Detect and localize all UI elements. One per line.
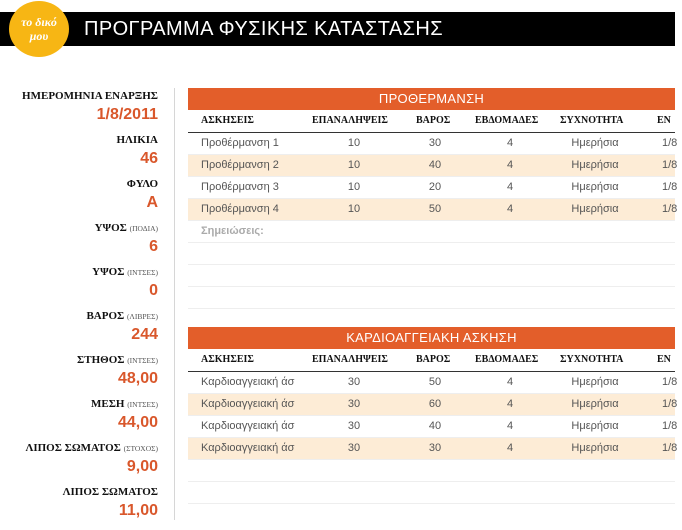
weight-stat (0, 310, 158, 345)
weight-cell[interactable]: 30 (428, 137, 442, 149)
profile-panel (0, 90, 158, 530)
height-feet-value[interactable]: 6 (149, 238, 158, 255)
chest-value[interactable]: 48,00 (117, 370, 158, 387)
divider-line (174, 88, 175, 520)
weeks-cell[interactable]: 4 (506, 181, 514, 193)
gender-label: ΦΥΛΟ (126, 178, 158, 190)
waist-label (0, 398, 158, 411)
bodyfat-value[interactable]: 11,00 (118, 502, 158, 519)
start-date-label: ΗΜΕΡΟΜΗΝΙΑ ΕΝΑΡΞΗΣ (22, 90, 158, 102)
height-feet-stat (0, 222, 158, 257)
table-row[interactable] (188, 416, 678, 438)
start-cell[interactable]: 1/8 (662, 137, 678, 149)
start-cell[interactable]: 1/8 (662, 420, 678, 432)
weight-unit: (ΛΙΒΡΕΣ) (126, 312, 158, 321)
col-weeks: ΕΒΔΟΜΑΔΕΣ (475, 115, 539, 126)
table-row[interactable] (188, 372, 678, 394)
reps-cell[interactable]: 30 (347, 442, 361, 454)
warmup-rows (188, 133, 678, 221)
gender-value[interactable]: Α (146, 194, 158, 211)
weight-cell[interactable]: 50 (428, 376, 442, 388)
weight-cell[interactable]: 30 (428, 442, 442, 454)
bodyfat-stat (0, 486, 158, 521)
weeks-cell[interactable]: 4 (506, 376, 514, 388)
start-cell[interactable]: 1/8 (662, 376, 678, 388)
start-cell[interactable]: 1/8 (662, 442, 678, 454)
cardio-title: ΚΑΡΔΙΟΑΓΓΕΙΑΚΗ ΑΣΚΗΣΗ (188, 327, 675, 349)
col-weeks: ΕΒΔΟΜΑΔΕΣ (475, 354, 539, 365)
exercise-cell[interactable]: Καρδιοαγγειακή άσ (201, 398, 295, 410)
col-frequency: ΣΥΧΝΟΤΗΤΑ (560, 354, 624, 365)
notes-line[interactable] (188, 482, 675, 504)
frequency-cell[interactable]: Ημερήσια (571, 420, 619, 432)
warmup-title: ΠΡΟΘΕΡΜΑΝΣΗ (188, 88, 675, 110)
bodyfat-label: ΛΙΠΟΣ ΣΩΜΑΤΟΣ (62, 486, 158, 498)
col-frequency: ΣΥΧΝΟΤΗΤΑ (560, 115, 624, 126)
col-exercises: ΑΣΚΗΣΕΙΣ (201, 354, 254, 365)
exercise-cell[interactable]: Καρδιοαγγειακή άσ (201, 420, 295, 432)
age-value[interactable]: 46 (140, 150, 158, 167)
frequency-cell[interactable]: Ημερήσια (571, 398, 619, 410)
chest-stat (0, 354, 158, 389)
bodyfat-goal-label (0, 442, 158, 455)
height-inches-label-text: ΥΨΟΣ (92, 266, 125, 278)
frequency-cell[interactable]: Ημερήσια (571, 203, 619, 215)
weeks-cell[interactable]: 4 (506, 159, 514, 171)
col-weight: ΒΑΡΟΣ (416, 115, 451, 126)
weight-cell[interactable]: 40 (428, 159, 442, 171)
notes-line[interactable] (188, 265, 675, 287)
notes-line[interactable] (188, 460, 675, 482)
exercise-cell[interactable]: Προθέρμανση 4 (201, 203, 279, 215)
height-feet-label (0, 222, 158, 235)
cardio-table-header (188, 349, 675, 372)
reps-cell[interactable]: 30 (347, 420, 361, 432)
col-reps: ΕΠΑΝΑΛΗΨΕΙΣ (312, 115, 388, 126)
bodyfat-goal-unit: (ΣΤΟΧΟΣ) (123, 444, 158, 453)
weight-label (0, 310, 158, 323)
weight-cell[interactable]: 20 (428, 181, 442, 193)
age-label: ΗΛΙΚΙΑ (116, 134, 158, 146)
bodyfat-goal-stat (0, 442, 158, 477)
frequency-cell[interactable]: Ημερήσια (571, 181, 619, 193)
frequency-cell[interactable]: Ημερήσια (571, 159, 619, 171)
exercise-cell[interactable]: Καρδιοαγγειακή άσ (201, 376, 295, 388)
chest-label-text: ΣΤΗΘΟΣ (77, 354, 125, 366)
logo-text: το δικό μου (21, 15, 57, 43)
reps-cell[interactable]: 10 (347, 159, 361, 171)
start-cell[interactable]: 1/8 (662, 398, 678, 410)
warmup-table-header (188, 110, 675, 133)
notes-line[interactable] (188, 287, 675, 309)
age-stat (0, 134, 158, 169)
exercise-cell[interactable]: Προθέρμανση 2 (201, 159, 279, 171)
weeks-cell[interactable]: 4 (506, 398, 514, 410)
chest-label (0, 354, 158, 367)
start-cell[interactable]: 1/8 (662, 203, 678, 215)
height-inches-stat (0, 266, 158, 301)
height-feet-unit: (ΠΟΔΙΑ) (129, 224, 158, 233)
height-feet-label-text: ΥΨΟΣ (94, 222, 127, 234)
reps-cell[interactable]: 30 (347, 376, 361, 388)
col-reps: ΕΠΑΝΑΛΗΨΕΙΣ (312, 354, 388, 365)
cardio-rows (188, 372, 678, 460)
warmup-section (188, 88, 678, 309)
waist-stat (0, 398, 158, 433)
table-row[interactable] (188, 155, 678, 177)
warmup-notes[interactable]: Σημειώσεις: (188, 221, 675, 243)
weight-label-text: ΒΑΡΟΣ (86, 310, 125, 322)
frequency-cell[interactable]: Ημερήσια (571, 376, 619, 388)
height-inches-value[interactable]: 0 (149, 282, 158, 299)
waist-unit: (ΙΝΤΣΕΣ) (127, 400, 158, 409)
weeks-cell[interactable]: 4 (506, 442, 514, 454)
start-cell[interactable]: 1/8 (662, 181, 678, 193)
start-cell[interactable]: 1/8 (662, 159, 678, 171)
height-inches-unit: (ΙΝΤΣΕΣ) (127, 268, 158, 277)
table-row[interactable] (188, 438, 678, 460)
table-row[interactable] (188, 133, 678, 155)
table-row[interactable] (188, 394, 678, 416)
table-row[interactable] (188, 177, 678, 199)
reps-cell[interactable]: 10 (347, 203, 361, 215)
weight-cell[interactable]: 40 (428, 420, 442, 432)
start-date-stat (0, 90, 158, 125)
start-date-value[interactable]: 1/8/2011 (96, 106, 158, 123)
weight-cell[interactable]: 50 (428, 203, 442, 215)
exercise-cell[interactable]: Προθέρμανση 1 (201, 137, 279, 149)
table-row[interactable] (188, 199, 678, 221)
exercise-cell[interactable]: Προθέρμανση 3 (201, 181, 279, 193)
reps-cell[interactable]: 10 (347, 137, 361, 149)
page-title: ΠΡΟΓΡΑΜΜΑ ΦΥΣΙΚΗΣ ΚΑΤΑΣΤΑΣΗΣ (84, 18, 444, 40)
cardio-section (188, 327, 678, 504)
reps-cell[interactable]: 10 (347, 181, 361, 193)
chest-unit: (ΙΝΤΣΕΣ) (127, 356, 158, 365)
bodyfat-goal-value[interactable]: 9,00 (126, 458, 158, 475)
weeks-cell[interactable]: 4 (506, 137, 514, 149)
frequency-cell[interactable]: Ημερήσια (571, 442, 619, 454)
waist-value[interactable]: 44,00 (117, 414, 158, 431)
height-inches-label (0, 266, 158, 279)
col-weight: ΒΑΡΟΣ (416, 354, 451, 365)
notes-line[interactable] (188, 243, 675, 265)
gender-stat (0, 178, 158, 213)
weeks-cell[interactable]: 4 (506, 420, 514, 432)
weeks-cell[interactable]: 4 (506, 203, 514, 215)
weight-cell[interactable]: 60 (428, 398, 442, 410)
frequency-cell[interactable]: Ημερήσια (571, 137, 619, 149)
logo-badge (9, 1, 69, 57)
col-start: ΕΝ (657, 354, 671, 365)
waist-label-text: ΜΕΣΗ (90, 398, 125, 410)
weight-value[interactable]: 244 (131, 326, 158, 343)
col-exercises: ΑΣΚΗΣΕΙΣ (201, 115, 254, 126)
col-start: ΕΝ (657, 115, 671, 126)
exercise-cell[interactable]: Καρδιοαγγειακή άσ (201, 442, 295, 454)
reps-cell[interactable]: 30 (347, 398, 361, 410)
bodyfat-goal-label-text: ΛΙΠΟΣ ΣΩΜΑΤΟΣ (25, 442, 121, 454)
